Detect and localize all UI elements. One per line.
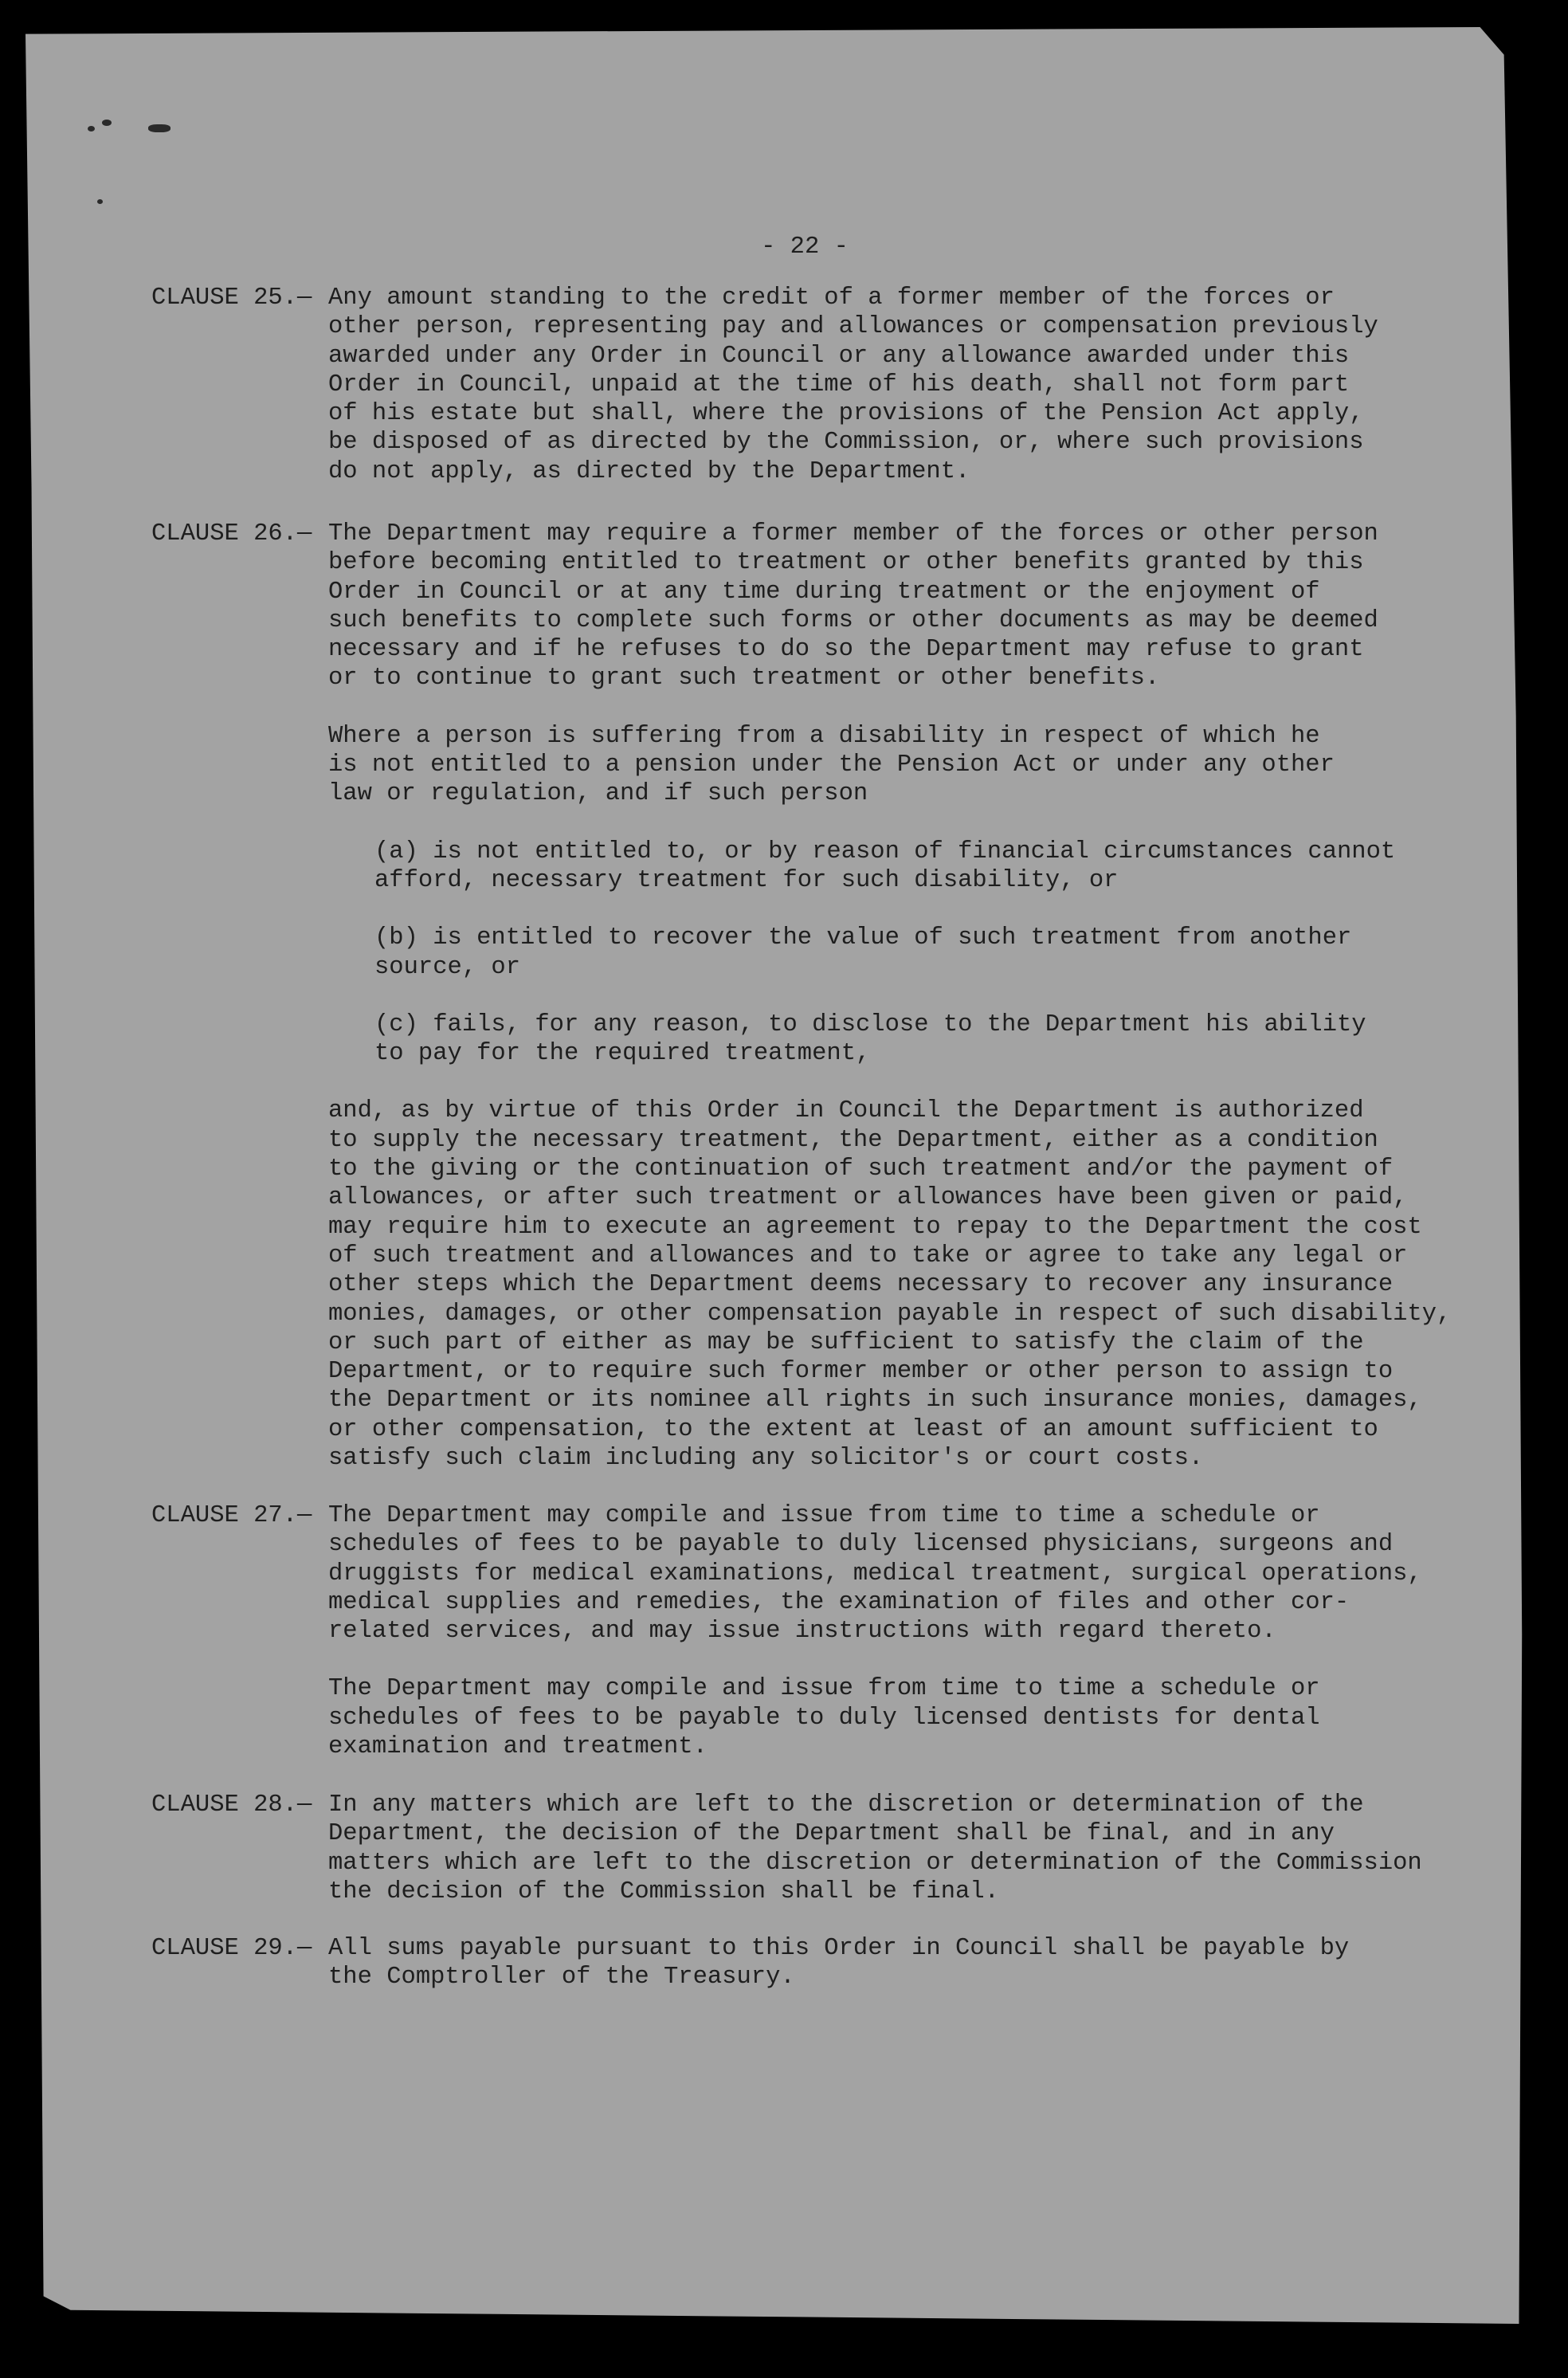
clause-closing-paragraph: and, as by virtue of this Order in Council the Department is authorized to supply the necessary treatment, the Department, either as a condition to the giving or the continuation of such treatment and/or the payment of allowances, or after such treatment or allowances have been given or paid, may require him to execute an agreement to repay to the Department the cost of such treatment and allowances and to take or agree to take any legal or other steps which the Department deems necessary to recover any insurance monies, damages, or other compensation payable in respect of such disability, or such part of either as may be sufficient to satisfy the claim of the Department, or to require such former member or other person to assign to the Department or its nominee all rights in such insurance monies, damages, or other compensation, to the extent at least of an amount sufficient to satisfy such claim including any solicitor's or court costs. [328,1097,1452,1473]
ink-speck [102,120,112,126]
sub-item-b: (b) is entitled to recover the value of such treatment from another source, or [374,924,1352,981]
sub-item-c: (c) fails, for any reason, to disclose to the Department his ability to pay for the required treatment, [374,1010,1366,1068]
clause-body [328,1934,1476,1992]
clause-label: CLAUSE 27.— [151,1502,312,1529]
clause-paragraph: The Department may require a former member of the forces or other person before becoming entitled to treatment or other benefits granted by this Order in Council or at any time during treatment or the enjoyment of such benefits to complete such forms or other documents as may be deemed necessary and if he refuses to do so the Department may refuse to grant or to continue to grant such treatment or other benefits. [328,520,1378,693]
clause-body [328,284,1476,486]
clause-paragraph: Where a person is suffering from a disability in respect of which he is not entitled to a pension under the Pension Act or under any other law or regulation, and if such person [328,722,1335,808]
clause-paragraph: The Department may compile and issue from time to time a schedule or schedules of fees to be payable to duly licensed physicians, surgeons and druggists for medical examinations, medical treatment, surgical operations, medical supplies and remedies, the examination of files and other cor- related services, and may issue instructions with regard thereto. [328,1502,1422,1646]
clause-paragraph: All sums payable pursuant to this Order in Council shall be payable by the Comptroller of the Treasury. [328,1935,1350,1991]
page-number: - 22 - [761,233,849,261]
ink-speck [88,126,95,131]
clause-paragraph: The Department may compile and issue from time to time a schedule or schedules of fees to be payable to duly licensed dentists for dental examination and treatment. [328,1675,1320,1761]
clause-body [328,1791,1476,1906]
clause-paragraph: In any matters which are left to the discretion or determination of the Department, the decision of the Department shall be final, and in any matters which are left to the discretion or determination of the Commission the decision of the Commission shall be final. [328,1791,1422,1905]
clause-label: CLAUSE 29.— [151,1935,312,1962]
ink-speck [97,199,103,204]
clause-label: CLAUSE 26.— [151,520,312,547]
clause-body [328,1501,1476,1761]
ink-speck [148,124,171,132]
clause-paragraph: Any amount standing to the credit of a former member of the forces or other person, representing pay and allowances or compensation previously awarded under any Order in Council or any allowance awarded under this Order in Council, unpaid at the time of his death, shall not form part of his estate but shall, where the provisions of the Pension Act apply, be disposed of as directed by the Commission, or, where such provisions do not apply, as directed by the Department. [328,284,1378,485]
clause-body [328,520,1476,1473]
sub-item-a: (a) is not entitled to, or by reason of financial circumstances cannot afford, necessary treatment for such disability, or [374,838,1396,894]
clause-label: CLAUSE 28.— [151,1791,312,1819]
clause-label: CLAUSE 25.— [151,284,312,312]
